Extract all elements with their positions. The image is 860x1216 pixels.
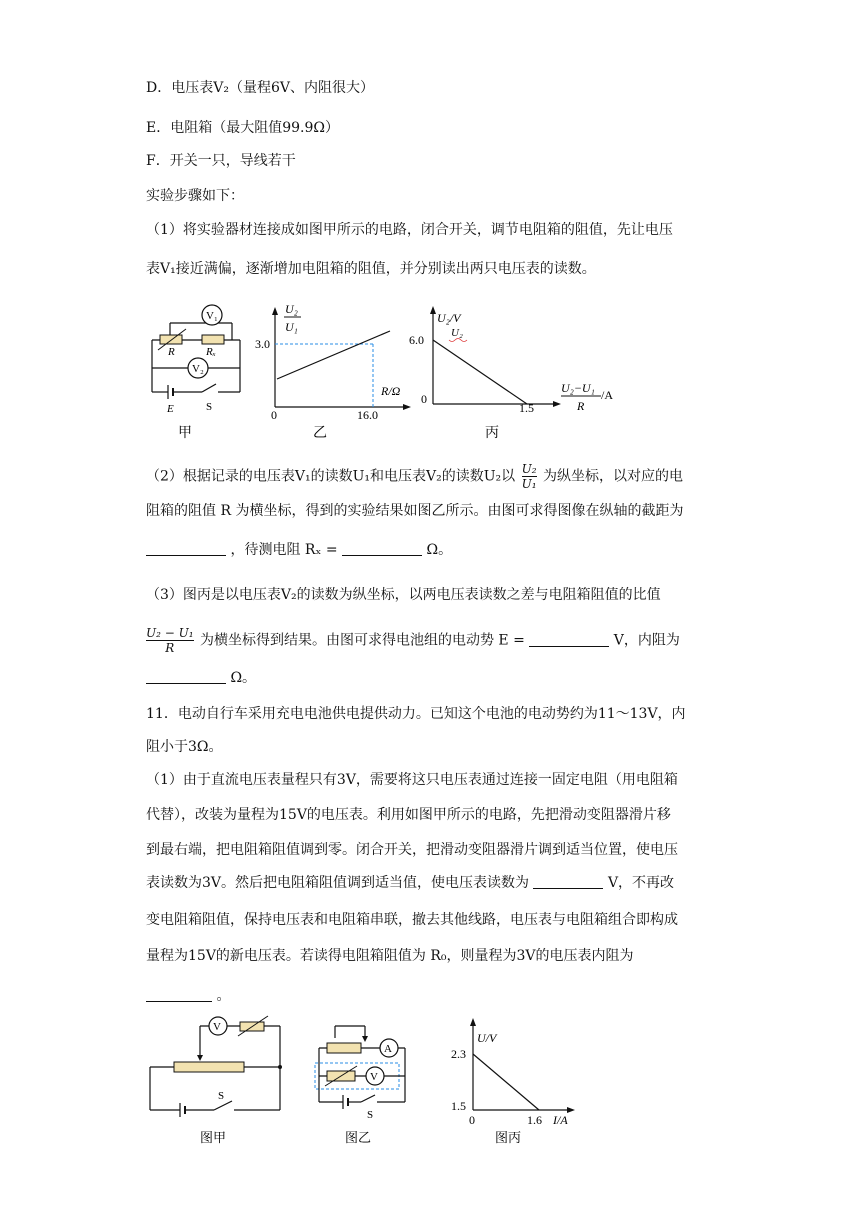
q11-line8: 量程为15V的新电压表。若读得电阻箱阻值为 R₀，则量程为3V的电压表内阻为 — [146, 948, 634, 964]
figure-jia — [140, 295, 250, 449]
caption-yi: 乙 — [313, 426, 327, 441]
rx-label: Rₓ — [206, 346, 216, 358]
tujia-v-label: V — [213, 1021, 221, 1033]
figure-tubing — [445, 1012, 595, 1156]
step2-line2: 阻箱的阻值 R 为横坐标，得到的实验结果如图乙所示。由图可求得图像在纵轴的截距为 — [146, 503, 684, 519]
v2-label: V₂ — [192, 363, 204, 375]
bing-x-tick: 1.5 — [519, 401, 534, 415]
bing-y-sub: U₂ — [451, 327, 463, 339]
q11-line3: （1）由于直流电压表量程只有3V，需要将这只电压表通过连接一固定电阻（用电阻箱 — [146, 772, 678, 788]
caption-tujia: 图甲 — [200, 1130, 227, 1145]
q11-line4: 代替），改装为量程为15V的电压表。利用如图甲所示的电路，先把滑动变阻器滑片移 — [146, 807, 671, 823]
figure-tujia — [140, 1012, 290, 1156]
blank-voltmeter-resistance[interactable] — [146, 987, 212, 1002]
tuyi-s-label: S — [367, 1109, 374, 1121]
bing-x-den: R — [577, 399, 585, 413]
tubing-x-tick: 1.6 — [527, 1113, 542, 1127]
step3-line1: （3）图丙是以电压表V₂的读数为纵坐标，以两电压表读数之差与电阻箱阻值的比值 — [146, 587, 661, 603]
caption-jia: 甲 — [178, 426, 192, 441]
tubing-y-label: U/V — [477, 1031, 497, 1045]
option-e: E．电阻箱（最大阻值99.9Ω） — [146, 120, 339, 136]
yi-y-den: U₁ — [285, 320, 298, 334]
step1-line2: 表V₁接近满偏，逐渐增加电阻箱的阻值，并分别读出两只电压表的读数。 — [146, 261, 596, 277]
step1-line1: （1）将实验器材连接成如图甲所示的电路，闭合开关，调节电阻箱的阻值，先让电压 — [146, 222, 673, 238]
caption-tuyi: 图乙 — [345, 1130, 372, 1145]
r-label: R — [168, 346, 175, 358]
bing-y-tick: 6.0 — [409, 333, 424, 347]
option-d: D．电压表V₂（量程6V、内阻很大） — [146, 80, 374, 96]
yi-x-tick: 16.0 — [357, 408, 378, 422]
fraction-u2-u1: $\frac{\text{U₂}}{\text{U₁}}$ — [521, 462, 537, 491]
blank-intercept[interactable] — [146, 541, 226, 556]
figure-tuyi — [305, 1012, 415, 1156]
fraction-diff-r: $\frac{\text{U₂ − U₁}}{R}$ — [146, 626, 194, 655]
step2-line1 — [146, 462, 683, 491]
bing-origin: 0 — [421, 392, 427, 406]
e-label: E — [167, 403, 174, 415]
blank-emf[interactable] — [529, 632, 609, 647]
steps-heading: 实验步骤如下： — [146, 188, 244, 204]
tubing-x-label: I/A — [553, 1113, 568, 1127]
bing-x-unit: /A — [601, 388, 613, 402]
q11-line5: 到最右端，把电阻箱阻值调到零。闭合开关，把滑动变阻器滑片调到适当位置，使电压 — [146, 842, 678, 858]
yi-origin: 0 — [271, 408, 277, 422]
yi-x-label: R/Ω — [381, 384, 401, 398]
blank-voltmeter-reading[interactable] — [533, 874, 603, 889]
q11-line2: 阻小于3Ω。 — [146, 739, 223, 755]
s-label: S — [206, 401, 213, 413]
step2-text-b: 为纵坐标，以对应的电 — [543, 468, 684, 485]
bing-y-label: U₂/V — [437, 311, 461, 325]
figure-yi — [255, 295, 415, 449]
caption-bing: 丙 — [485, 426, 499, 441]
caption-tubing: 图丙 — [495, 1130, 522, 1145]
tuyi-v-label: V — [370, 1071, 378, 1083]
bing-x-num: U₂−U₁ — [561, 381, 595, 395]
q11-line9: 。 — [146, 986, 230, 1006]
tubing-origin: 0 — [469, 1113, 475, 1127]
figure-bing — [405, 300, 625, 449]
q11-line6: 表读数为3V。然后把电阻箱阻值调到适当值，使电压表读数为 V，不再改 — [146, 875, 675, 891]
tubing-y-top: 2.3 — [451, 1047, 466, 1061]
step3-line3: Ω。 — [146, 668, 256, 688]
blank-internal-r[interactable] — [146, 669, 226, 684]
blank-rx[interactable] — [342, 541, 422, 556]
step3-line2: $\frac{\text{U₂ − U₁}}{R}$ 为横坐标得到结果。由图可求得电池组的电动势 E = V，内阻为 — [146, 626, 680, 655]
q11-line7: 变电阻箱阻值，保持电压表和电阻箱串联，撤去其他线路，电压表与电阻箱组合即构成 — [146, 912, 678, 928]
v1-label: V₁ — [206, 310, 218, 322]
option-f: F．开关一只，导线若干 — [146, 153, 296, 169]
q11-line1: 11．电动自行车采用充电电池供电提供动力。已知这个电池的电动势约为11～13V，内 — [146, 706, 686, 722]
yi-y-num: U₂ — [285, 302, 298, 316]
tujia-s-label: S — [218, 1090, 225, 1102]
tuyi-a-label: A — [384, 1043, 392, 1055]
step2-line3: ，待测电阻 Rₓ = Ω。 — [146, 540, 452, 560]
step2-text-a: （2）根据记录的电压表V₁的读数U₁和电压表V₂的读数U₂以 — [146, 468, 516, 485]
tubing-y-bottom: 1.5 — [451, 1099, 466, 1113]
yi-y-tick: 3.0 — [255, 337, 270, 351]
